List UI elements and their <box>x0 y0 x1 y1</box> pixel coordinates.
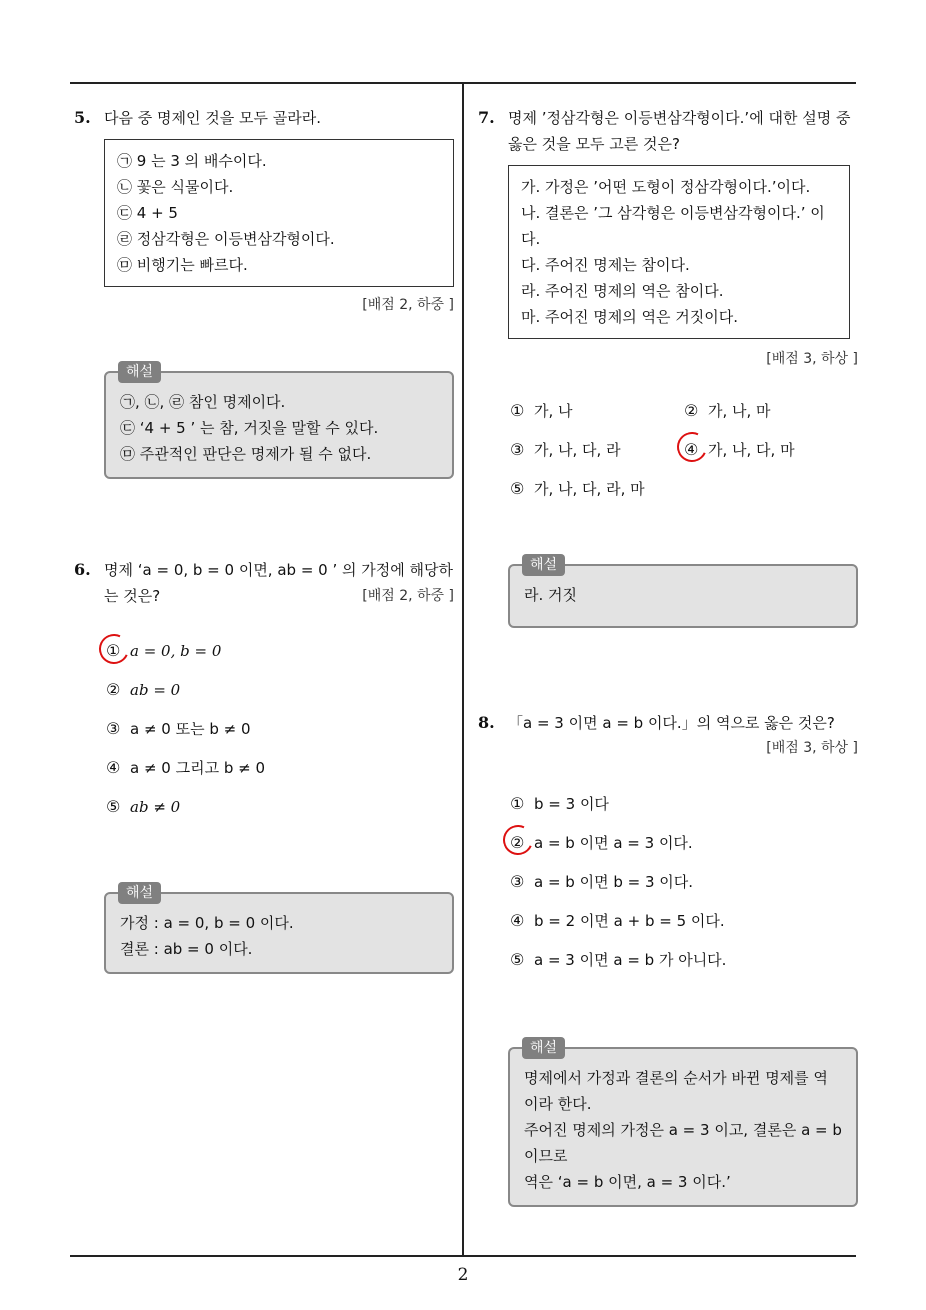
choice-3[interactable] <box>106 718 406 739</box>
solution-line: 가정 : a = 0, b = 0 이다. <box>120 914 294 932</box>
answer-circle <box>673 428 711 466</box>
left-column <box>74 105 454 974</box>
choice-text: 가, 나, 다, 라 <box>534 441 621 459</box>
score-label: [배점 3, 하상 ] <box>766 740 858 756</box>
choice-mark: ① <box>510 401 525 420</box>
statement-box <box>508 165 850 339</box>
choice-mark: ① <box>106 641 121 660</box>
choice-mark: ④ <box>106 758 121 777</box>
choice-4[interactable] <box>684 439 858 460</box>
bottom-rule <box>70 1255 856 1257</box>
question-number: 5. <box>74 108 91 127</box>
question-6 <box>74 557 454 974</box>
choice-5[interactable] <box>510 949 830 970</box>
choice-5[interactable] <box>510 478 810 499</box>
choice-mark: ⑤ <box>510 479 525 498</box>
choice-list <box>106 631 454 826</box>
choice-text: a = b 이면 a = 3 이다. <box>534 834 693 852</box>
choice-text: ab = 0 <box>130 680 181 699</box>
choice-mark: ③ <box>106 719 121 738</box>
choice-mark: ④ <box>510 911 525 930</box>
solution-line: 주어진 명제의 가정은 a = 3 이고, 결론은 a = b 이므로 <box>524 1121 842 1165</box>
choice-text: 가, 나, 마 <box>708 402 771 420</box>
choice-mark: ④ <box>684 440 699 459</box>
question-7 <box>478 105 858 628</box>
solution-line: 명제에서 가정과 결론의 순서가 바뀐 명제를 역이라 한다. <box>524 1069 828 1113</box>
choice-3[interactable] <box>510 439 684 460</box>
choice-1[interactable] <box>510 400 684 421</box>
statement-item: ㉠ 9 는 3 의 배수이다. <box>117 152 267 170</box>
choice-mark: ⑤ <box>510 950 525 969</box>
choice-text: a ≠ 0 또는 b ≠ 0 <box>130 720 251 738</box>
choice-mark: ⑤ <box>106 797 121 816</box>
choice-mark: ② <box>510 833 525 852</box>
choice-mark: ③ <box>510 440 525 459</box>
choice-text: 가, 나 <box>534 402 573 420</box>
statement-item: 마. 주어진 명제의 역은 거짓이다. <box>521 308 738 326</box>
question-5 <box>74 105 454 479</box>
solution-line: 역은 ‘a = b 이면, a = 3 이다.’ <box>524 1173 731 1191</box>
solution-line: 라. 거짓 <box>524 586 578 604</box>
statement-item: 라. 주어진 명제의 역은 참이다. <box>521 282 724 300</box>
choice-text: b = 2 이면 a + b = 5 이다. <box>534 912 725 930</box>
choice-text: 가, 나, 다, 라, 마 <box>534 480 645 498</box>
score-label: [배점 3, 하상 ] <box>766 351 858 367</box>
choice-text: ab ≠ 0 <box>130 797 181 816</box>
choice-1[interactable] <box>106 641 406 660</box>
question-text-content: 명제 ‘a = 0, b = 0 이면, ab = 0 ’ 의 가정에 해당하는 것은? <box>104 561 453 605</box>
choice-2[interactable] <box>684 400 858 421</box>
solution-box <box>104 885 454 974</box>
choice-mark: ③ <box>510 872 525 891</box>
question-text: 명제 ’정삼각형은 이등변삼각형이다.’에 대한 설명 중 옳은 것을 모두 고른 것은? <box>508 109 851 153</box>
question-8 <box>478 710 858 1207</box>
solution-line: ㉢ ‘4 + 5 ’ 는 참, 거짓을 말할 수 있다. <box>120 419 379 437</box>
solution-tag: 해설 <box>118 361 161 383</box>
right-column <box>478 105 858 1207</box>
solution-box <box>508 1040 858 1207</box>
choice-list <box>510 391 858 508</box>
question-number: 8. <box>478 713 495 732</box>
choice-5[interactable] <box>106 797 406 816</box>
question-text: 다음 중 명제인 것을 모두 골라라. <box>104 109 321 127</box>
statement-box <box>104 139 454 287</box>
statement-item: 가. 가정은 ’어떤 도형이 정삼각형이다.’이다. <box>521 178 811 196</box>
solution-tag: 해설 <box>118 882 161 904</box>
choice-3[interactable] <box>510 871 830 892</box>
question-number: 6. <box>74 560 91 579</box>
choice-mark: ① <box>510 794 525 813</box>
solution-tag: 해설 <box>522 554 565 576</box>
choice-text: a = b 이면 b = 3 이다. <box>534 873 694 891</box>
statement-item: ㉤ 비행기는 빠르다. <box>117 256 248 274</box>
choice-text: a = 0, b = 0 <box>130 641 222 660</box>
solution-box <box>508 557 858 628</box>
score-label: [배점 2, 하중 ] <box>362 297 454 313</box>
solution-line: ㉠, ㉡, ㉣ 참인 명제이다. <box>120 393 286 411</box>
question-text: 「a = 3 이면 a = b 이다.」의 역으로 옳은 것은? <box>508 714 835 732</box>
solution-box <box>104 364 454 479</box>
statement-item: ㉢ 4 + 5 <box>117 204 178 222</box>
choice-1[interactable] <box>510 793 830 814</box>
statement-item: ㉡ 꽃은 식물이다. <box>117 178 234 196</box>
choice-4[interactable] <box>106 757 406 778</box>
question-number: 7. <box>478 108 495 127</box>
statement-item: 다. 주어진 명제는 참이다. <box>521 256 690 274</box>
solution-tag: 해설 <box>522 1037 565 1059</box>
choice-list <box>510 784 858 979</box>
score-label: [배점 2, 하중 ] <box>362 588 454 604</box>
choice-2[interactable] <box>510 832 830 853</box>
choice-text: a ≠ 0 그리고 b ≠ 0 <box>130 759 266 777</box>
answer-circle <box>95 630 133 668</box>
choice-text: 가, 나, 다, 마 <box>708 441 795 459</box>
choice-4[interactable] <box>510 910 830 931</box>
choice-mark: ② <box>106 680 121 699</box>
choice-2[interactable] <box>106 680 406 699</box>
statement-item: ㉣ 정삼각형은 이등변삼각형이다. <box>117 230 335 248</box>
page-number: 2 <box>457 1265 469 1285</box>
solution-line: ㉤ 주관적인 판단은 명제가 될 수 없다. <box>120 445 372 463</box>
choice-mark: ② <box>684 401 699 420</box>
answer-circle <box>499 821 537 859</box>
statement-item: 나. 결론은 ’그 삼각형은 이등변삼각형이다.’ 이다. <box>521 204 825 248</box>
solution-line: 결론 : ab = 0 이다. <box>120 940 253 958</box>
question-text <box>104 557 454 609</box>
column-divider <box>462 84 464 1256</box>
choice-text: b = 3 이다 <box>534 795 609 813</box>
choice-text: a = 3 이면 a = b 가 아니다. <box>534 951 727 969</box>
